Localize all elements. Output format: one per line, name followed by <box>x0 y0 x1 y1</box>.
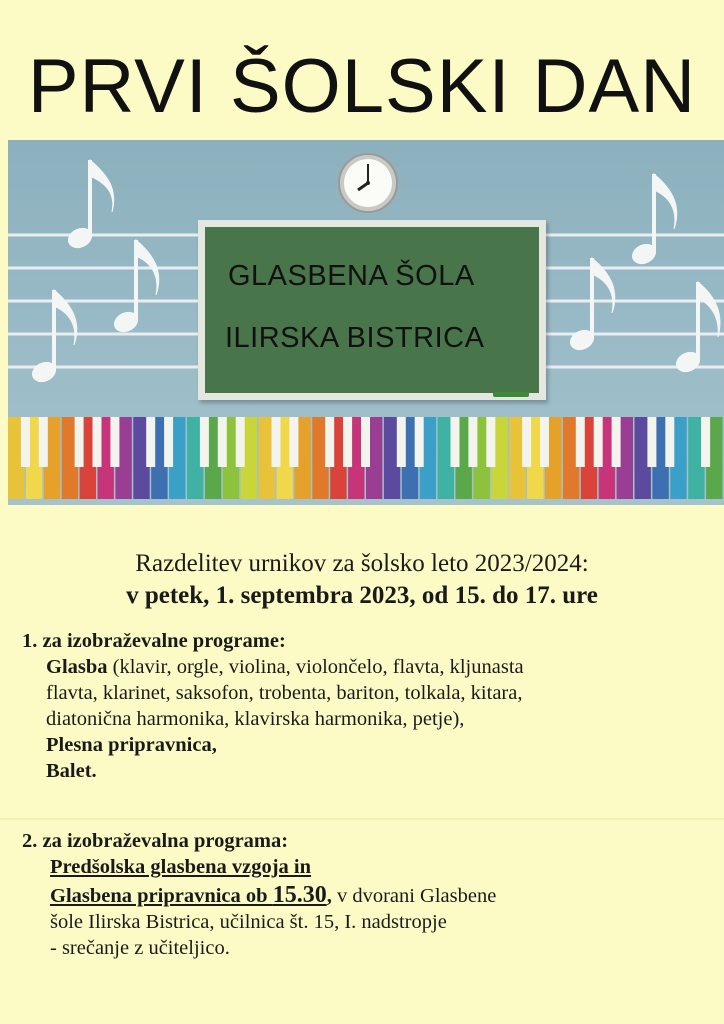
location-2: šole Ilirska Bistrica, učilnica št. 15, I. nadstropje <box>50 911 447 933</box>
piano-black-key <box>486 417 495 467</box>
program-pripravnica: Glasbena pripravnica ob 15.30, v dvorani Glasbene <box>50 882 497 908</box>
page-title: PRVI ŠOLSKI DAN <box>27 44 697 129</box>
piano-black-key <box>647 417 656 467</box>
clock-icon <box>339 154 397 212</box>
program-predsolska: Predšolska glasbena vzgoja in <box>50 856 312 878</box>
schedule-info <box>0 548 724 612</box>
piano-black-key <box>594 417 603 467</box>
start-time: 15.30 <box>272 882 327 908</box>
piano-black-key <box>701 417 710 467</box>
piano-black-key <box>361 417 370 467</box>
piano-black-key <box>325 417 334 467</box>
piano-black-key <box>451 417 460 467</box>
chalk-tray <box>493 392 529 397</box>
glasba-list-1: (klavir, orgle, violina, violončelo, flavta, kljunasta <box>107 656 524 678</box>
piano-black-key <box>164 417 173 467</box>
chalkboard <box>198 220 546 400</box>
piano-black-key <box>236 417 245 467</box>
section-heading: 2. za izobraževalna programa: <box>22 830 289 852</box>
schedule-intro: Razdelitev urnikov za šolsko leto 2023/2024: <box>135 550 589 577</box>
section-divider <box>0 818 724 820</box>
piano-black-key <box>39 417 48 467</box>
board-text-town: ILIRSKA BISTRICA <box>225 322 485 354</box>
piano-black-key <box>576 417 585 467</box>
piano-black-key <box>468 417 477 467</box>
location-1: v dvorani Glasbene <box>331 885 497 907</box>
piano-black-key <box>522 417 531 467</box>
piano-black-key <box>289 417 298 467</box>
board-text-school: GLASBENA ŠOLA <box>228 260 475 292</box>
piano-black-key <box>75 417 84 467</box>
piano-black-key <box>272 417 281 467</box>
piano-black-key <box>146 417 155 467</box>
piano-black-key <box>612 417 621 467</box>
schedule-date: v petek, 1. septembra 2023, od 15. do 17. ure <box>126 582 598 609</box>
location-3: - srečanje z učiteljico. <box>50 937 230 959</box>
piano-black-key <box>665 417 674 467</box>
piano-black-key <box>110 417 119 467</box>
plesna-pripravnica: Plesna pripravnica, <box>46 734 217 756</box>
section-educational-programs <box>22 628 702 784</box>
piano-black-key <box>415 417 424 467</box>
piano-black-key <box>397 417 406 467</box>
glasba-label: Glasba <box>46 656 108 678</box>
balet: Balet. <box>46 760 97 782</box>
glasba-list-2: flavta, klarinet, saksofon, trobenta, bariton, tolkala, kitara, <box>46 682 523 704</box>
section-heading: 1. za izobraževalne programe: <box>22 630 286 652</box>
glasba-list-3: diatonična harmonika, klavirska harmonika, petje), <box>46 708 465 730</box>
glasba-line-1 <box>22 654 702 680</box>
piano-keys <box>8 417 723 499</box>
piano-black-key <box>218 417 227 467</box>
piano-black-key <box>200 417 209 467</box>
piano-black-key <box>540 417 549 467</box>
piano-black-key <box>93 417 102 467</box>
piano-black-key <box>343 417 352 467</box>
section-two-programs <box>22 828 702 961</box>
piano-black-key <box>21 417 30 467</box>
banner-image <box>8 140 724 505</box>
